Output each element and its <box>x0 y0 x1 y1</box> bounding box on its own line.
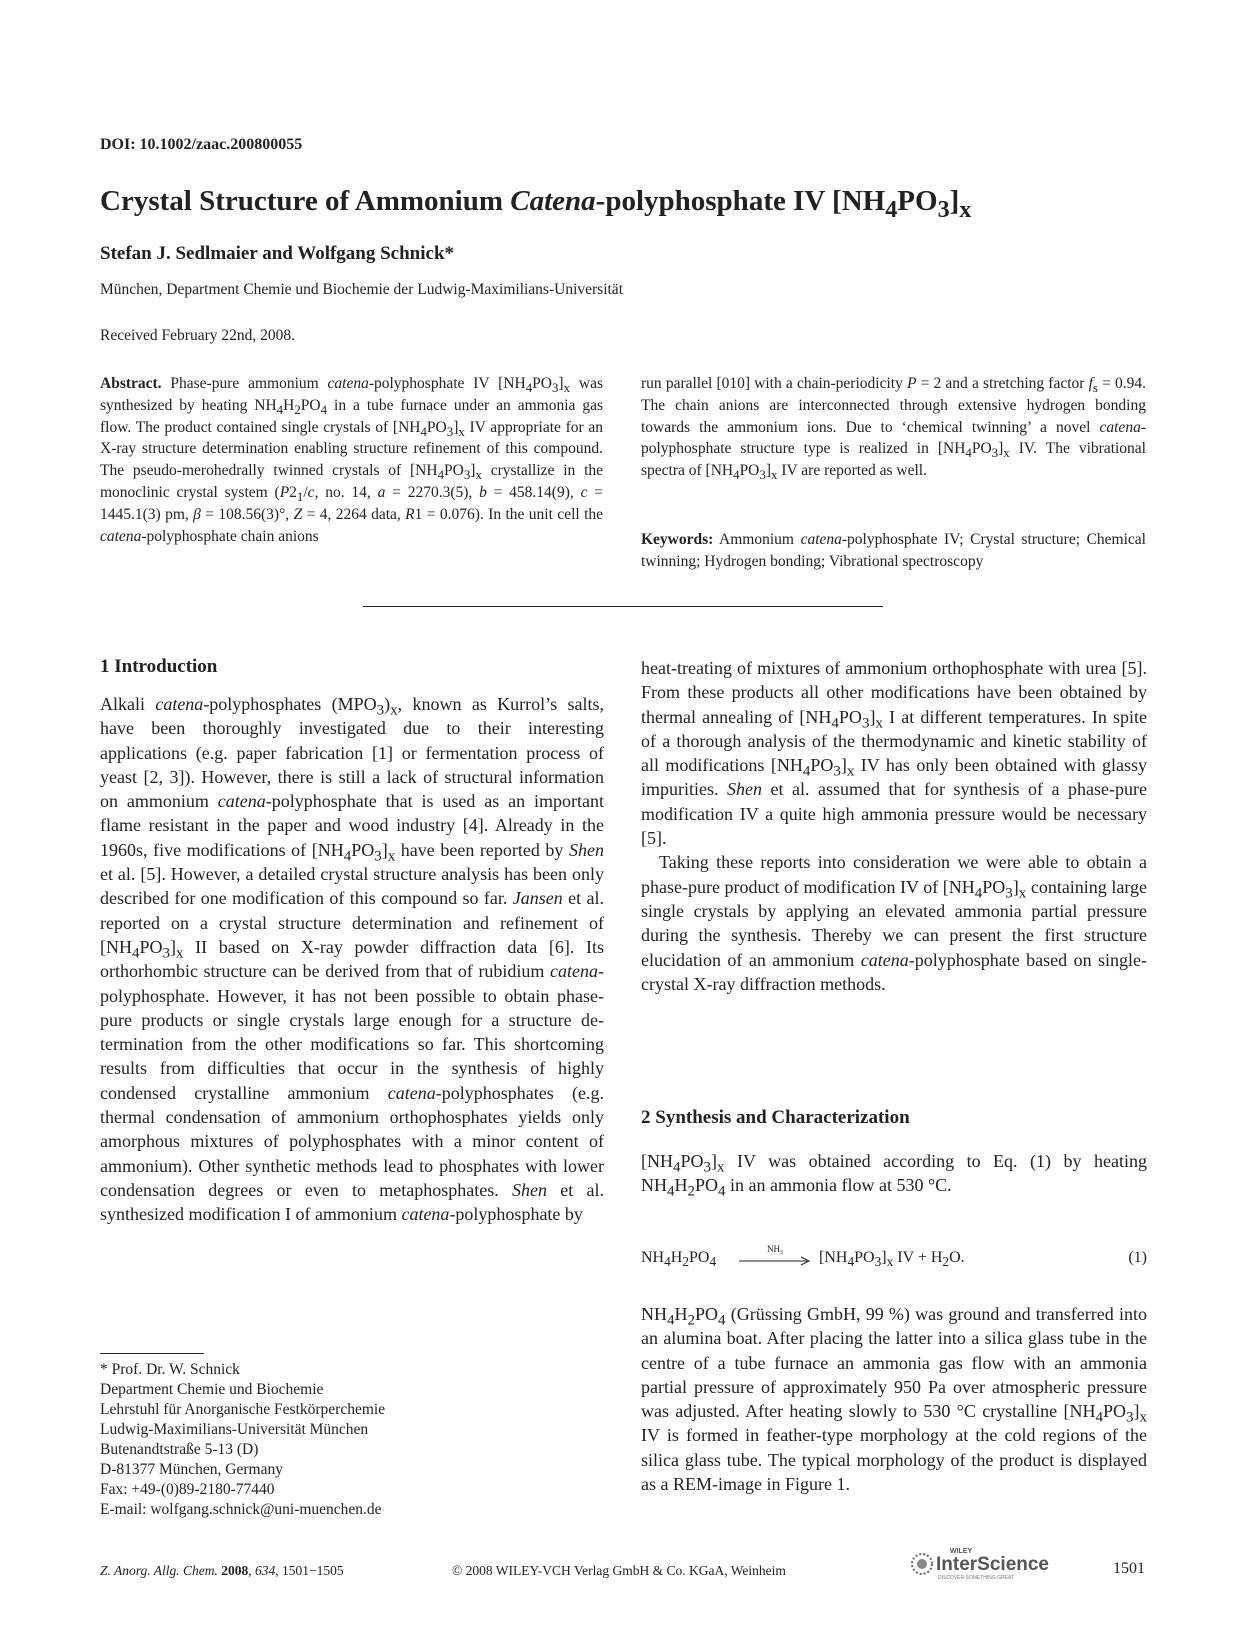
interscience-logo <box>910 1544 1082 1584</box>
equation-lhs: $NH_4H_2PO_4$ <box>641 1249 717 1270</box>
abstract-left: Abstract. Phase-pure ammonium catena-polyphosphate IV $[NH_4PO_3]_x$ was synthesized by heating $NH_4H_2PO_4$ in a tube furnace under an ammonia gas flow. The product contained single crystals of $[NH_4PO_3]_x$ IV appropriate for an X-ray structure determination enabling structure refinement of this compound. The pseudo-merohedrally twinned crystals of $[NH_4PO_3]_x$ crystallize in the monoclinic crystal system ($P2_1/c$, no. 14, a = 2270.3(5), b = 458.14(9), c = 1445.1(3) pm, β = 108.56(3)°, Z = 4, 2264 data, R1 = 0.076). In the unit cell the catena-polyphosphate chain anions <box>100 375 604 545</box>
reaction-arrow <box>737 1243 813 1273</box>
received-date: Received February 22nd, 2008. <box>100 327 295 344</box>
introduction-text: Alkali catena-polyphosphates $(MPO_3)_x$, known as Kurrol’s salts, have been thoroughly investigated due to their interesting applications (e.g. paper fabrication [1] or fermentation process of yeast [2, 3]). However, there is still a lack of structural information on ammonium catena-polyphosphate that is used as an important flame resistant in the paper and wood industry [4]. Already in the 1960s, five modifications of $[NH_4PO_3]_x$ have been reported by Shen et al. [5]. However, a detailed crystal structure analysis has been only described for one modification of this compound so far. Jansen et al. reported on a crystal structure determination and refinement of $[NH_4PO_3]_x$ II based on X-ray powder diffraction data [6]. Its orthorhombic structure can be derived from that of rubidium catena-polyphosphate. However, it has not been possible to obtain phase-pure products or single crystals large enough for a structure determination from the other modifications so far. This shortcoming results from difficulties that occur in the synthesis of highly condensed crystalline ammonium catena-polyphosphates (e.g. thermal condensation of ammonium orthophosphates yields only amorphous mixtures of polyphosphates with a minor content of ammonium). Other synthetic methods lead to phosphates with lower condensation degrees or even to metaphosphates. Shen et al. synthesized modification I of ammonium catena-polyphosphate by <box>100 694 605 1225</box>
svg-text:DISCOVER SOMETHING GREAT: DISCOVER SOMETHING GREAT <box>938 1575 1015 1581</box>
section-heading-synthesis: 2 Synthesis and Characterization <box>641 1107 910 1128</box>
journal-citation: Z. Anorg. Allg. Chem. 2008, 634, 1501−1505 <box>100 1563 344 1578</box>
equation-rhs: $[NH_4PO_3]_x$ IV + $H_2O$. <box>819 1249 965 1270</box>
svg-text:InterScience: InterScience <box>936 1554 1049 1575</box>
synthesis-text: $NH_4H_2PO_4$ (Grüssing GmbH, 99 %) was ground and transferred into an alumina boat. After placing the latter into a silica glass tube in the centre of a tube furnace an ammonia gas flow with an ammonia partial pressure of approximately 950 Pa over atmospheric pressure was adjusted. After heating slowly to 530 °C crystalline $[NH_4PO_3]_x$ IV is formed in feather-type morphology at the cold regions of the silica glass tube. The typical morphology of the product is displayed as a REM-image in Figure 1. <box>641 1304 1147 1495</box>
authors: Stefan J. Sedlmaier and Wolfgang Schnick* <box>100 243 455 264</box>
keywords: Keywords: Ammonium catena-polyphosphate IV; Crystal structure; Chemical twinning; Hydrogen bonding; Vibrational spectroscopy <box>641 531 1146 570</box>
equation-number: (1) <box>1128 1249 1147 1266</box>
paper-title: Crystal Structure of Ammonium Catena-polyphosphate IV $[NH_4PO_3]_x$ <box>100 185 972 223</box>
affiliation: München, Department Chemie und Biochemie der Ludwig-Maximilians-Universität <box>100 281 623 298</box>
svg-text:NH3: $NH_3$ <box>767 1244 783 1256</box>
synthesis-intro-text: $[NH_4PO_3]_x$ IV was obtained according to Eq. (1) by heating $NH_4H_2PO_4$ in an ammonia flow at 530 °C. <box>641 1151 1147 1200</box>
corresponding-author-footnote: * Prof. Dr. W. Schnick Department Chemie und Biochemie Lehrstuhl für Anorganische Festkörperchemie Ludwig-Maximilians-Universität München Butenandtstraße 5-13 (D) D-81377 München, Germany Fax: +49-(0)89-2180-77440 E-mail: wolfgang.schnick@uni-muenchen.de <box>100 1361 386 1518</box>
copyright: © 2008 WILEY-VCH Verlag GmbH & Co. KGaA, Weinheim <box>452 1563 786 1578</box>
equation-1 <box>641 1243 1147 1273</box>
abstract-divider <box>363 606 883 607</box>
svg-text:WILEY: WILEY <box>950 1548 973 1555</box>
introduction-text-continued: heat-treating of mixtures of ammonium orthophosphate with urea [5]. From these products all other modifications have been obtained by thermal annealing of $[NH_4PO_3]_x$ I at different temperatures. In spite of a thorough analysis of the thermodynamic and kinetic stability of all modifications $[NH_4PO_3]_x$ IV has only been obtained with glassy impurities. Shen et al. assumed that for synthesis of a phase-pure modification IV a quite high ammonia pressure would be necessary [5]. Taking these reports into consideration we were able to obtain a phase-pure product of modification IV of $[NH_4PO_3]_x$ containing large single crystals by applying an elevated ammonia partial pressure during the synthesis. Thereby we can present the first structure elucidation of an ammonium catena-polyphosphate based on single-crystal X-ray diffraction methods. <box>641 658 1148 994</box>
footnote-divider <box>100 1353 204 1354</box>
section-heading-introduction: 1 Introduction <box>100 656 218 677</box>
doi: DOI: 10.1002/zaac.200800055 <box>100 136 303 153</box>
abstract-right: run parallel [010] with a chain-periodicity P = 2 and a stretching factor $f_s = 0.94$. The chain anions are interconnected through extensive hydrogen bonding towards the ammonium ions. Due to ‘chemical twinning’ a novel catena-polyphosphate structure type is realized in $[NH_4PO_3]_x$ IV. The vibrational spectra of $[NH_4PO_3]_x$ IV are reported as well. <box>641 375 1146 483</box>
page-number: 1501 <box>1113 1560 1145 1577</box>
